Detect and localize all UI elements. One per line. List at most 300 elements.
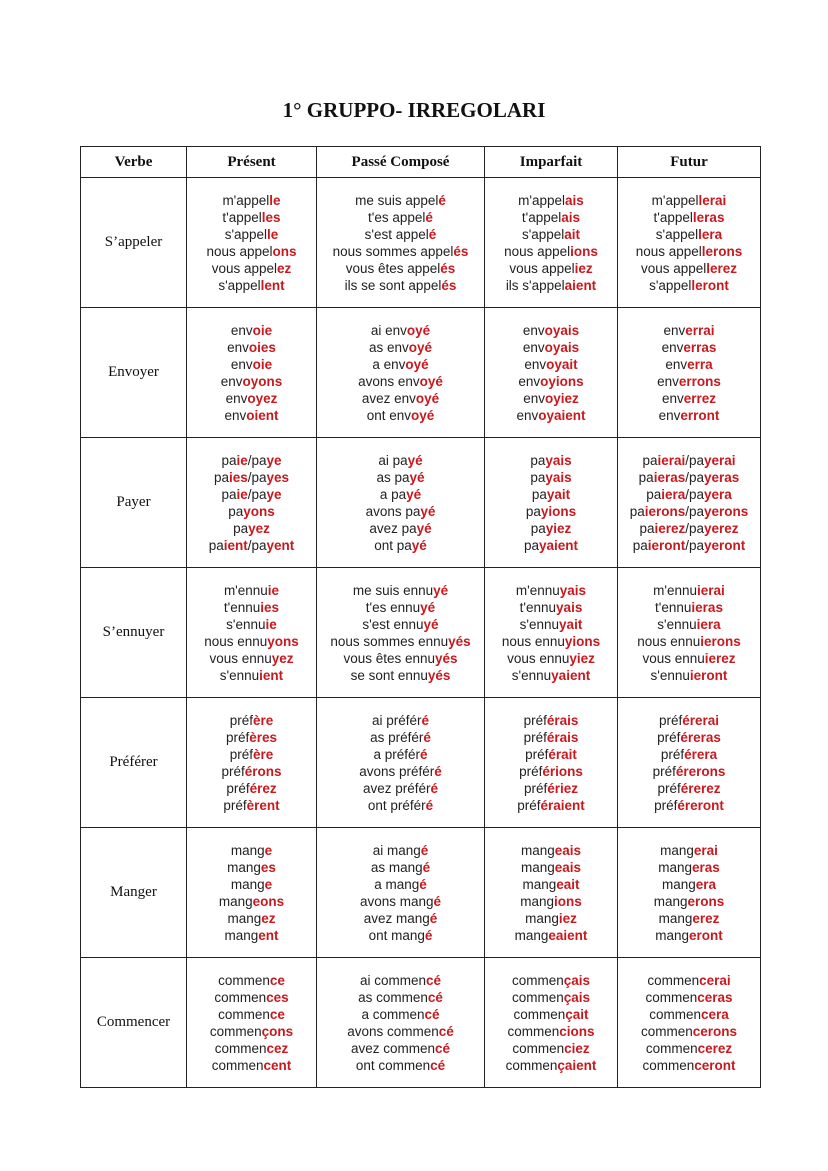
form-ending: oyais [544, 322, 580, 338]
header-passe-compose: Passé Composé [317, 147, 485, 178]
form-ending: eront [689, 927, 723, 943]
form-stem: pa [632, 537, 648, 553]
conjugated-form [317, 842, 484, 859]
conjugated-form [317, 763, 484, 780]
form-stem: s'ennu [219, 667, 260, 683]
form-ending: cent [263, 1057, 292, 1073]
form-stem: préf [225, 729, 250, 745]
form-stem: nous appel [504, 243, 571, 259]
form-stem: nous ennu [501, 633, 565, 649]
form-stem: /pa [685, 469, 705, 485]
table-row [81, 958, 761, 1088]
form-stem: pa [228, 503, 244, 519]
form-ending: oyons [242, 373, 283, 389]
form-stem: mang [660, 842, 694, 858]
form-stem: préf [229, 712, 253, 728]
conjugated-form [187, 842, 316, 859]
passe-compose-cell [317, 698, 485, 828]
form-ending: yait [546, 486, 571, 502]
form-stem: /pa [247, 452, 267, 468]
form-ending: oie [252, 322, 273, 338]
form-stem: t'ennu [655, 599, 692, 615]
imparfait-cell [485, 568, 618, 698]
form-stem: t'ennu [519, 599, 557, 615]
form-stem: pa [639, 520, 655, 536]
form-ending: çait [565, 1006, 589, 1022]
conjugated-form [618, 373, 760, 390]
conjugated-form [485, 192, 617, 209]
form-ending: oyé [419, 373, 443, 389]
form-stem: commen [645, 1040, 698, 1056]
form-stem: mang [520, 893, 554, 909]
passe-compose-cell [317, 958, 485, 1088]
form-stem: s'appel [649, 277, 692, 293]
form-ending: yons [243, 503, 275, 519]
conjugated-form [317, 356, 484, 373]
form-ending: yaient [539, 537, 579, 553]
form-ending: yé [433, 582, 449, 598]
form-ending: yeras [704, 469, 740, 485]
conjugated-form [317, 729, 484, 746]
form-stem: pa [233, 520, 249, 536]
table-row [81, 568, 761, 698]
form-ending: iez [558, 910, 577, 926]
form-ending: lerons [701, 243, 743, 259]
conjugated-form [485, 893, 617, 910]
form-ending: é [433, 893, 442, 909]
form-stem: env [658, 407, 681, 423]
conjugated-form [485, 407, 617, 424]
form-ending: é [428, 226, 437, 242]
form-stem: m'appel [651, 192, 699, 208]
form-ending: iera [696, 616, 721, 632]
form-stem: env [227, 339, 249, 355]
form-stem: env [661, 339, 684, 355]
conjugated-form [618, 277, 760, 294]
form-ending: yés [448, 633, 471, 649]
conjugated-form [317, 712, 484, 729]
form-stem: env [230, 356, 253, 372]
form-ending: ions [554, 893, 582, 909]
conjugated-form [485, 763, 617, 780]
form-ending: yeront [704, 537, 746, 553]
form-ending: érions [542, 763, 583, 779]
imparfait-cell [485, 178, 618, 308]
conjugated-form [317, 407, 484, 424]
form-stem: pa [208, 537, 224, 553]
form-stem: préf [657, 780, 681, 796]
form-stem: ils s'appel [505, 277, 565, 293]
conjugated-form [618, 650, 760, 667]
form-ending: yiez [569, 650, 595, 666]
imparfait-cell [485, 308, 618, 438]
futur-cell [618, 568, 761, 698]
form-ending: e [264, 842, 273, 858]
form-stem: m'ennu [223, 582, 268, 598]
verb-cell: Manger [81, 828, 187, 958]
form-ending: cerez [697, 1040, 733, 1056]
conjugated-form [485, 520, 617, 537]
form-stem: env [661, 390, 684, 406]
form-ending: ierez [704, 650, 736, 666]
conjugated-form [485, 322, 617, 339]
form-ending: ez [261, 910, 276, 926]
form-ending: errez [683, 390, 717, 406]
futur-cell [618, 828, 761, 958]
form-stem: s'appel [521, 226, 565, 242]
form-ending: yes [266, 469, 290, 485]
conjugated-form [187, 780, 316, 797]
form-ending: éreront [677, 797, 724, 813]
form-stem: pa [530, 452, 546, 468]
form-stem: nous appel [206, 243, 273, 259]
conjugated-form [187, 650, 316, 667]
form-stem: commen [214, 989, 267, 1005]
form-ending: yés [435, 650, 458, 666]
conjugated-form [317, 1040, 484, 1057]
conjugated-form [187, 1006, 316, 1023]
form-stem: pa [525, 503, 541, 519]
form-ending: cé [424, 1006, 440, 1022]
form-stem: ont pa [374, 537, 412, 553]
conjugated-form [187, 797, 316, 814]
header-present: Présent [187, 147, 317, 178]
conjugated-form [485, 910, 617, 927]
form-ending: ions [570, 243, 598, 259]
form-ending: yera [704, 486, 732, 502]
form-stem: as mang [370, 859, 423, 875]
conjugation-table [80, 146, 761, 1088]
conjugated-form [618, 1023, 760, 1040]
conjugated-form [485, 712, 617, 729]
form-ending: yé [420, 503, 436, 519]
form-ending: yés [427, 667, 451, 683]
form-stem: commen [645, 989, 698, 1005]
conjugated-form [485, 243, 617, 260]
form-ending: eais [554, 842, 582, 858]
present-cell [187, 958, 317, 1088]
form-stem: ai commen [359, 972, 426, 988]
conjugated-form [618, 469, 760, 486]
form-stem: env [657, 373, 679, 389]
conjugated-form [187, 226, 316, 243]
conjugated-form [485, 390, 617, 407]
form-stem: ai env [370, 322, 407, 338]
form-ending: yons [267, 633, 299, 649]
form-ending: erai [693, 842, 718, 858]
conjugated-form [485, 650, 617, 667]
form-ending: ère [252, 746, 274, 762]
form-stem: avez préfér [362, 780, 431, 796]
form-stem: avons commen [347, 1023, 439, 1039]
form-ending: ie [267, 582, 280, 598]
form-stem: pa [646, 486, 662, 502]
form-ending: yions [540, 503, 577, 519]
form-stem: ils se sont appel [344, 277, 442, 293]
form-stem: préf [523, 780, 548, 796]
form-stem: commen [209, 1023, 262, 1039]
conjugated-form [317, 797, 484, 814]
form-stem: commen [642, 1057, 695, 1073]
imparfait-cell [485, 438, 618, 568]
form-stem: t'es appel [368, 209, 426, 225]
form-ending: leront [691, 277, 729, 293]
form-ending: ie [236, 486, 248, 502]
form-stem: commen [505, 1057, 558, 1073]
form-ending: ie [265, 616, 277, 632]
conjugated-form [317, 876, 484, 893]
form-stem: mang [522, 876, 557, 892]
conjugated-form [618, 797, 760, 814]
form-stem: pa [213, 469, 229, 485]
conjugated-form [485, 226, 617, 243]
form-stem: /pa [685, 452, 705, 468]
form-ending: eras [692, 859, 720, 875]
conjugated-form [485, 537, 617, 554]
header-imparfait: Imparfait [485, 147, 618, 178]
conjugated-form [317, 893, 484, 910]
form-ending: ierai [697, 582, 725, 598]
form-stem: nous ennu [204, 633, 268, 649]
conjugated-form [317, 503, 484, 520]
form-ending: cé [438, 1023, 454, 1039]
conjugated-form [187, 582, 316, 599]
form-stem: commen [640, 1023, 693, 1039]
form-stem: me suis appel [355, 192, 439, 208]
conjugated-form [317, 859, 484, 876]
conjugated-form [187, 633, 316, 650]
form-stem: s'appel [655, 226, 699, 242]
form-stem: mang [658, 859, 692, 875]
conjugated-form [317, 226, 484, 243]
form-ending: ais [565, 192, 584, 208]
form-stem: s'appel [218, 277, 261, 293]
form-stem: commen [218, 1006, 270, 1022]
conjugated-form [485, 729, 617, 746]
form-ending: oie [252, 356, 273, 372]
form-ending: éraient [540, 797, 585, 813]
form-ending: é [423, 729, 431, 745]
form-ending: lent [260, 277, 285, 293]
conjugated-form [187, 616, 316, 633]
form-stem: vous êtes ennu [343, 650, 436, 666]
table-row [81, 698, 761, 828]
form-stem: ont commen [355, 1057, 431, 1073]
conjugated-form [485, 927, 617, 944]
form-stem: vous ennu [209, 650, 272, 666]
form-stem: /pa [247, 469, 267, 485]
form-stem: vous ennu [642, 650, 705, 666]
form-ending: ceront [694, 1057, 736, 1073]
form-ending: cions [559, 1023, 595, 1039]
form-ending: erra [687, 356, 713, 372]
conjugated-form [187, 260, 316, 277]
form-ending: ces [266, 989, 289, 1005]
form-ending: ie [236, 452, 248, 468]
form-ending: oyé [406, 322, 431, 338]
form-stem: /pa [685, 520, 705, 536]
form-ending: ez [277, 260, 292, 276]
form-stem: préf [223, 797, 247, 813]
form-stem: avons mang [359, 893, 434, 909]
form-ending: lerai [698, 192, 727, 208]
form-ending: ent [258, 927, 279, 943]
form-stem: /pa [685, 486, 705, 502]
form-stem: ont env [366, 407, 412, 423]
form-stem: vous appel [509, 260, 575, 276]
form-stem: vous appel [640, 260, 707, 276]
form-stem: m'appel [518, 192, 566, 208]
form-ending: yé [407, 452, 423, 468]
form-ending: oyiez [545, 390, 579, 406]
form-ending: oyé [408, 339, 433, 355]
form-ending: ère [252, 712, 274, 728]
conjugated-form [618, 972, 760, 989]
form-ending: le [269, 192, 281, 208]
form-stem: as préfér [370, 729, 424, 745]
form-stem: commen [218, 972, 270, 988]
form-ending: érez [249, 780, 277, 796]
conjugated-form [618, 192, 760, 209]
form-stem: nous sommes ennu [330, 633, 449, 649]
conjugated-form [187, 910, 316, 927]
conjugated-form [485, 667, 617, 684]
imparfait-cell [485, 828, 618, 958]
form-stem: préf [660, 746, 685, 762]
form-stem: m'ennu [515, 582, 560, 598]
form-ending: erez [692, 910, 720, 926]
form-stem: env [524, 356, 547, 372]
form-ending: ieras [691, 599, 723, 615]
conjugated-form [317, 972, 484, 989]
form-stem: préf [654, 797, 678, 813]
form-ending: ierons [644, 503, 686, 519]
form-ending: é [424, 927, 433, 943]
conjugated-form [618, 1006, 760, 1023]
conjugated-form [618, 1057, 760, 1074]
conjugated-form [317, 339, 484, 356]
form-ending: èrent [246, 797, 280, 813]
form-stem: ont préfér [367, 797, 426, 813]
form-ending: es [260, 859, 276, 875]
form-stem: avons préfér [359, 763, 435, 779]
conjugated-form [187, 712, 316, 729]
conjugated-form [618, 243, 760, 260]
conjugated-form [618, 1040, 760, 1057]
form-ending: yais [545, 469, 572, 485]
form-ending: iera [661, 486, 686, 502]
form-stem: m'appel [222, 192, 270, 208]
header-futur: Futur [618, 147, 761, 178]
form-stem: mang [230, 876, 265, 892]
form-stem: pa [530, 469, 546, 485]
conjugated-form [618, 876, 760, 893]
form-stem: mang [653, 893, 688, 909]
form-ending: era [695, 876, 717, 892]
form-ending: yions [564, 633, 601, 649]
conjugated-form [485, 972, 617, 989]
conjugated-form [618, 260, 760, 277]
form-stem: commen [511, 972, 564, 988]
conjugated-form [618, 407, 760, 424]
form-stem: env [220, 373, 243, 389]
form-ending: ierai [657, 452, 686, 468]
conjugated-form [187, 1040, 316, 1057]
conjugated-form [485, 582, 617, 599]
form-stem: commen [512, 1040, 565, 1056]
form-stem: mang [525, 910, 559, 926]
conjugated-form [317, 452, 484, 469]
form-ending: é [434, 763, 442, 779]
form-stem: env [518, 373, 541, 389]
form-ending: ieras [653, 469, 686, 485]
verb-cell: S’appeler [81, 178, 187, 308]
form-stem: mang [658, 910, 693, 926]
form-ending: ceras [697, 989, 733, 1005]
form-stem: pa [530, 520, 546, 536]
form-ending: cez [266, 1040, 289, 1056]
conjugated-form [618, 339, 760, 356]
conjugated-form [317, 277, 484, 294]
table-row [81, 178, 761, 308]
form-stem: avons pa [365, 503, 421, 519]
conjugated-form [187, 520, 316, 537]
form-stem: mang [230, 842, 265, 858]
form-stem: avez mang [363, 910, 430, 926]
conjugated-form [618, 842, 760, 859]
conjugated-form [187, 277, 316, 294]
form-ending: eait [556, 876, 580, 892]
form-ending: cé [435, 1040, 451, 1056]
form-ending: ait [564, 226, 581, 242]
form-ending: é [422, 859, 431, 875]
present-cell [187, 828, 317, 958]
form-stem: vous êtes appel [345, 260, 441, 276]
form-ending: çons [261, 1023, 294, 1039]
form-ending: ieront [689, 667, 728, 683]
form-stem: avez commen [350, 1040, 435, 1056]
form-stem: commen [649, 1006, 701, 1022]
conjugated-form [317, 486, 484, 503]
form-stem: pa [531, 486, 547, 502]
conjugated-form [485, 503, 617, 520]
form-stem: préf [523, 712, 547, 728]
conjugated-form [317, 746, 484, 763]
form-ending: oyais [544, 339, 580, 355]
form-stem: t'ennu [223, 599, 261, 615]
imparfait-cell [485, 958, 618, 1088]
form-ending: oient [246, 407, 279, 423]
conjugated-form [317, 192, 484, 209]
form-ending: oyé [405, 356, 429, 372]
conjugated-form [187, 859, 316, 876]
conjugated-form [187, 373, 316, 390]
conjugated-form [317, 373, 484, 390]
conjugated-form [317, 243, 484, 260]
form-ending: yais [559, 582, 587, 598]
form-ending: érons [244, 763, 282, 779]
form-stem: préf [229, 746, 253, 762]
conjugated-form [485, 859, 617, 876]
form-ending: ierez [654, 520, 686, 536]
form-ending: yerons [704, 503, 749, 519]
form-stem: commen [507, 1023, 560, 1039]
conjugated-form [485, 1023, 617, 1040]
form-ending: ient [223, 537, 248, 553]
form-ending: yez [271, 650, 294, 666]
conjugated-form [618, 780, 760, 797]
conjugated-form [485, 633, 617, 650]
